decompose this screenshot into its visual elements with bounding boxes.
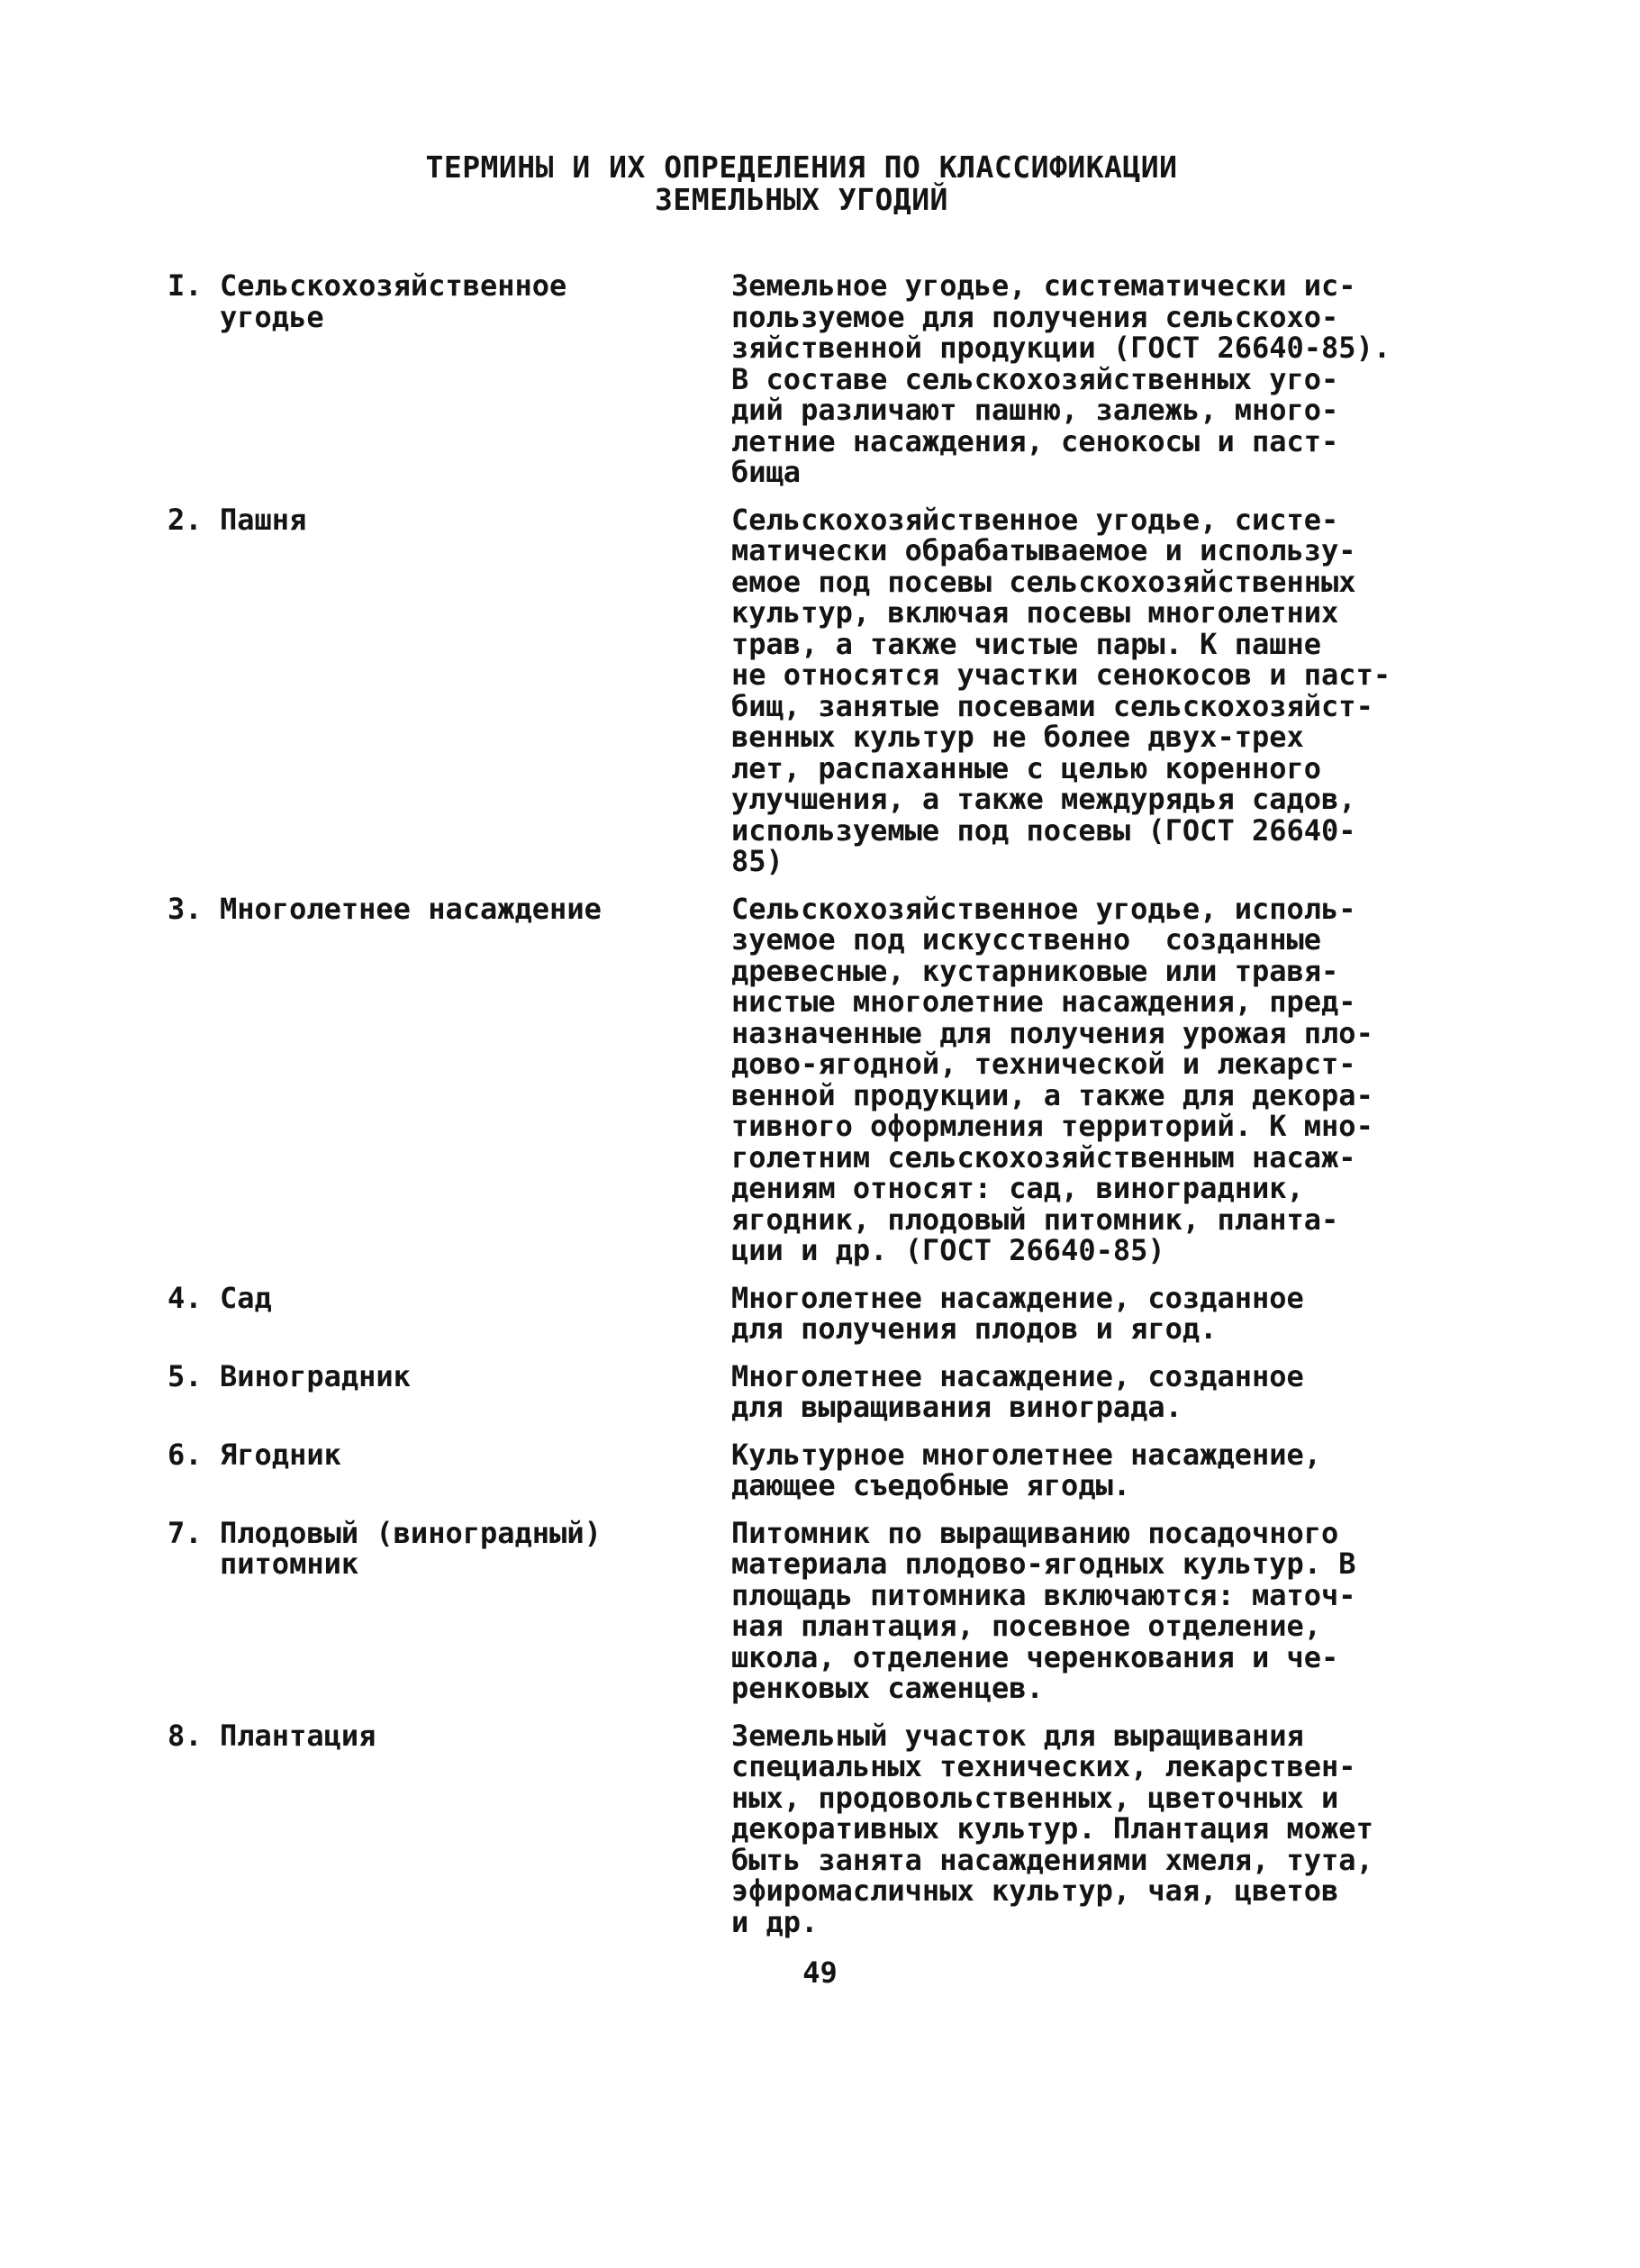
term xyxy=(168,1358,672,1393)
term-name: Сад xyxy=(220,1280,272,1315)
term-number: I. xyxy=(168,268,203,303)
term-definition: Земельное угодье, систематически ис- пользуемое для получения сельскохо- зяйственной продукции (ГОСТ 26640-85). В составе сельскохозяйственных уго- дий различают пашню, залежь, много- летние насаждения, сенокосы и паст- бища xyxy=(731,268,1391,489)
term-name: Пашня xyxy=(220,502,307,537)
term-number: 8. xyxy=(168,1718,203,1753)
term-number: 4. xyxy=(168,1280,203,1315)
term-number: 3. xyxy=(168,891,203,926)
term xyxy=(168,1280,672,1315)
term-definition: Питомник по выращиванию посадочного материала плодово-ягодных культур. В площадь питомника включаются: маточ- ная плантация, посевное отделение, школа, отделение черенкования и че- ренковых саженцев. xyxy=(731,1515,1356,1705)
term xyxy=(168,1439,672,1471)
term-name: Многолетнее насаждение xyxy=(220,891,602,926)
term-name-continuation: угодье xyxy=(220,299,324,334)
term-name: Ягодник xyxy=(220,1437,341,1472)
term-entry xyxy=(0,891,1640,1267)
term-entry xyxy=(0,270,1640,488)
term-definition: Многолетнее насаждение, созданное для выращивания винограда. xyxy=(731,1358,1304,1424)
term-entry xyxy=(0,1439,1640,1501)
term-definition: Культурное многолетнее насаждение, дающее съедобные ягоды. xyxy=(731,1437,1322,1502)
term-entry xyxy=(0,1720,1640,1938)
term xyxy=(168,891,672,926)
term xyxy=(168,1515,672,1581)
document-title xyxy=(270,151,1333,216)
term-name: Плодовый (виноградный) xyxy=(220,1515,602,1550)
term-number: 7. xyxy=(168,1515,203,1550)
title-line-2: ЗЕМЕЛЬНЫХ УГОДИЙ xyxy=(655,182,948,217)
term-entry xyxy=(0,1515,1640,1705)
term xyxy=(168,1720,672,1752)
term-entry xyxy=(0,504,1640,877)
term-name-continuation: питомник xyxy=(220,1547,359,1581)
term-definition: Сельскохозяйственное угодье, систе- матически обрабатываемое и использу- емое под посевы сельскохозяйственных культур, включая посевы многолетних трав, а также чистые пары. К пашне не относятся участки сенокосов и паст- бищ, занятые посевами сельскохозяйст- венных культур не более двух-трех лет, распаханные с целью коренного улучшения, а также междурядья садов, используемые под посевы (ГОСТ 26640- 85) xyxy=(731,502,1391,878)
term-entry xyxy=(0,1280,1640,1346)
page-number: 49 xyxy=(802,1955,838,1990)
term-name: Плантация xyxy=(220,1718,376,1753)
term-name: Сельскохозяйственное xyxy=(220,268,567,303)
term-number: 2. xyxy=(168,502,203,537)
term-name: Виноградник xyxy=(220,1358,411,1393)
term-entry xyxy=(0,1358,1640,1424)
term-definition: Земельный участок для выращивания специальных технических, лекарствен- ных, продовольственных, цветочных и декоративных культур. Плантация может быть занята насаждениями хмеля, тута, эфиромасличных культур, чая, цветов и др. xyxy=(731,1718,1373,1939)
terms-list xyxy=(0,270,1640,1937)
term xyxy=(168,504,672,536)
term-definition: Многолетнее насаждение, созданное для получения плодов и ягод. xyxy=(731,1280,1304,1346)
term-number: 6. xyxy=(168,1437,203,1472)
term-number: 5. xyxy=(168,1358,203,1393)
term xyxy=(168,270,672,332)
term-definition: Сельскохозяйственное угодье, исполь- зуемое под искусственно созданные древесные, кустарниковые или травя- нистые многолетние насаждения, пред- назначенные для получения урожая пло- дово-ягодной, технической и лекарст- венной продукции, а также для декора- тивного оформления территорий. К мно- голетним сельскохозяйственным насаж- дениям относят: сад, виноградник, ягодник, плодовый питомник, планта- ции и др. (ГОСТ 26640-85) xyxy=(731,891,1373,1267)
title-line-1: ТЕРМИНЫ И ИХ ОПРЕДЕЛЕНИЯ ПО КЛАССИФИКАЦИИ xyxy=(425,150,1178,185)
